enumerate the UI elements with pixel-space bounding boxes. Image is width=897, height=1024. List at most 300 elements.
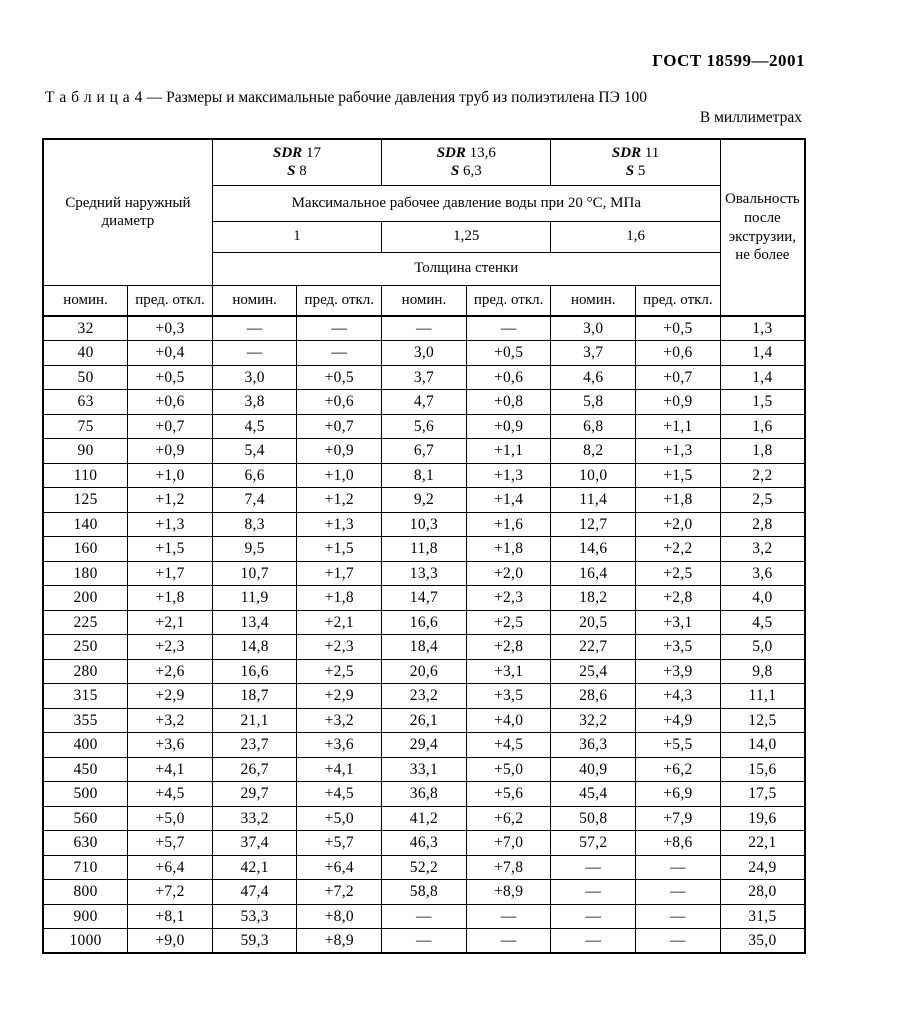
table-cell: 33,1: [382, 757, 467, 782]
table-cell: +0,4: [128, 341, 213, 366]
s-value: 8: [295, 163, 307, 180]
table-row: [43, 414, 805, 439]
table-cell: +2,1: [297, 610, 382, 635]
table-cell: +1,3: [636, 439, 721, 464]
table-cell: +1,8: [297, 586, 382, 611]
table-cell: 57,2: [551, 831, 636, 856]
table-cell: 8,1: [382, 463, 467, 488]
table-cell: 53,3: [212, 904, 297, 929]
table-cell: 59,3: [212, 929, 297, 954]
table-cell: 13,3: [382, 561, 467, 586]
s-label: S: [450, 163, 460, 180]
pressure-header: Максимальное рабочее давление воды при 20 °С, МПа: [212, 185, 720, 221]
table-cell: +3,1: [466, 659, 551, 684]
table-cell: 21,1: [212, 708, 297, 733]
table-cell: +1,3: [128, 512, 213, 537]
table-cell: 1,4: [720, 365, 805, 390]
table-cell: +2,9: [128, 684, 213, 709]
table-cell: +4,3: [636, 684, 721, 709]
table-row: [43, 586, 805, 611]
table-cell: 90: [43, 439, 128, 464]
sdr-label: SDR: [273, 144, 303, 161]
table-cell: +3,1: [636, 610, 721, 635]
table-cell: 3,7: [551, 341, 636, 366]
table-cell: 26,7: [212, 757, 297, 782]
wall-thickness-header: Толщина стенки: [212, 252, 720, 285]
table-row: [43, 439, 805, 464]
table-cell: 22,7: [551, 635, 636, 660]
table-cell: —: [551, 880, 636, 905]
table-cell: +0,3: [128, 316, 213, 341]
table-cell: 15,6: [720, 757, 805, 782]
table-cell: +2,3: [128, 635, 213, 660]
table-cell: 1000: [43, 929, 128, 954]
table-cell: +1,6: [466, 512, 551, 537]
table-row: [43, 390, 805, 415]
table-cell: 315: [43, 684, 128, 709]
table-row: [43, 831, 805, 856]
table-cell: 9,2: [382, 488, 467, 513]
table-cell: 10,3: [382, 512, 467, 537]
table-row: [43, 904, 805, 929]
s-value: 5: [634, 163, 646, 180]
table-cell: 14,7: [382, 586, 467, 611]
table-cell: +3,5: [636, 635, 721, 660]
table-cell: 280: [43, 659, 128, 684]
table-cell: +0,9: [466, 414, 551, 439]
table-cell: 355: [43, 708, 128, 733]
table-cell: 28,6: [551, 684, 636, 709]
table-cell: +0,8: [466, 390, 551, 415]
table-cell: +1,8: [466, 537, 551, 562]
table-body: [43, 316, 805, 953]
table-cell: +0,6: [636, 341, 721, 366]
table-cell: +1,1: [466, 439, 551, 464]
table-cell: +1,5: [297, 537, 382, 562]
table-cell: 18,4: [382, 635, 467, 660]
diameter-group-header: Средний наружный диаметр: [43, 139, 212, 285]
table-cell: +4,1: [297, 757, 382, 782]
table-row: [43, 684, 805, 709]
table-cell: 36,8: [382, 782, 467, 807]
table-cell: —: [551, 929, 636, 954]
table-cell: 2,2: [720, 463, 805, 488]
table-row: [43, 635, 805, 660]
table-cell: 58,8: [382, 880, 467, 905]
table-cell: —: [636, 880, 721, 905]
table-cell: 180: [43, 561, 128, 586]
table-cell: 14,0: [720, 733, 805, 758]
table-cell: +2,5: [636, 561, 721, 586]
table-cell: +3,2: [128, 708, 213, 733]
table-cell: +4,1: [128, 757, 213, 782]
table-row: [43, 316, 805, 341]
s-value: 6,3: [459, 163, 482, 180]
table-cell: 25,4: [551, 659, 636, 684]
table-cell: +6,2: [466, 806, 551, 831]
table-cell: 1,5: [720, 390, 805, 415]
table-cell: 3,0: [551, 316, 636, 341]
table-caption-label: Т а б л и ц а 4: [45, 89, 143, 106]
table-cell: 11,8: [382, 537, 467, 562]
table-cell: 4,0: [720, 586, 805, 611]
table-cell: 250: [43, 635, 128, 660]
table-cell: 28,0: [720, 880, 805, 905]
table-cell: 3,0: [382, 341, 467, 366]
table-cell: 14,6: [551, 537, 636, 562]
table-cell: +7,2: [128, 880, 213, 905]
table-cell: 110: [43, 463, 128, 488]
table-row: [43, 512, 805, 537]
pressure-value-sdr13: 1,25: [382, 221, 551, 252]
table-cell: +8,6: [636, 831, 721, 856]
table-cell: 630: [43, 831, 128, 856]
table-cell: 8,2: [551, 439, 636, 464]
table-cell: +2,3: [297, 635, 382, 660]
table-cell: 125: [43, 488, 128, 513]
table-cell: +1,8: [636, 488, 721, 513]
table-cell: +0,5: [466, 341, 551, 366]
table-cell: 800: [43, 880, 128, 905]
table-cell: 32,2: [551, 708, 636, 733]
table-cell: 23,7: [212, 733, 297, 758]
table-cell: +7,8: [466, 855, 551, 880]
table-cell: 37,4: [212, 831, 297, 856]
subheader-tolerance: пред. откл.: [466, 285, 551, 316]
table-cell: 5,4: [212, 439, 297, 464]
table-cell: 710: [43, 855, 128, 880]
table-cell: 13,4: [212, 610, 297, 635]
table-cell: 17,5: [720, 782, 805, 807]
table-cell: 7,4: [212, 488, 297, 513]
subheader-tolerance: пред. откл.: [297, 285, 382, 316]
table-cell: +0,6: [297, 390, 382, 415]
table-cell: +2,8: [466, 635, 551, 660]
table-cell: +2,9: [297, 684, 382, 709]
table-cell: 11,4: [551, 488, 636, 513]
table-cell: —: [636, 929, 721, 954]
table-cell: 140: [43, 512, 128, 537]
table-cell: 20,6: [382, 659, 467, 684]
table-cell: —: [212, 341, 297, 366]
pipe-dimensions-table: [42, 138, 806, 954]
table-cell: 4,7: [382, 390, 467, 415]
table-cell: +1,7: [128, 561, 213, 586]
table-cell: +0,6: [128, 390, 213, 415]
table-cell: —: [466, 904, 551, 929]
table-cell: 52,2: [382, 855, 467, 880]
table-row: [43, 561, 805, 586]
table-cell: +2,5: [297, 659, 382, 684]
header-row-sdr: [43, 139, 805, 185]
table-cell: 6,7: [382, 439, 467, 464]
table-row: [43, 365, 805, 390]
table-cell: +1,2: [297, 488, 382, 513]
table-cell: 35,0: [720, 929, 805, 954]
table-cell: +3,9: [636, 659, 721, 684]
table-cell: +1,4: [466, 488, 551, 513]
table-cell: +0,7: [297, 414, 382, 439]
table-cell: +8,9: [297, 929, 382, 954]
subheader-nominal: номин.: [43, 285, 128, 316]
table-cell: +0,5: [128, 365, 213, 390]
table-cell: 29,4: [382, 733, 467, 758]
subheader-nominal: номин.: [212, 285, 297, 316]
subheader-nominal: номин.: [382, 285, 467, 316]
table-cell: 1,6: [720, 414, 805, 439]
header-row-subheaders: [43, 285, 805, 316]
table-cell: +5,0: [466, 757, 551, 782]
table-cell: —: [551, 855, 636, 880]
table-cell: —: [466, 316, 551, 341]
table-cell: +5,6: [466, 782, 551, 807]
table-cell: +8,0: [297, 904, 382, 929]
table-cell: +4,0: [466, 708, 551, 733]
table-cell: 33,2: [212, 806, 297, 831]
table-cell: 26,1: [382, 708, 467, 733]
table-cell: +8,1: [128, 904, 213, 929]
table-row: [43, 880, 805, 905]
table-cell: 19,6: [720, 806, 805, 831]
table-cell: 20,5: [551, 610, 636, 635]
table-cell: 46,3: [382, 831, 467, 856]
table-row: [43, 757, 805, 782]
table-cell: 3,7: [382, 365, 467, 390]
table-cell: 8,3: [212, 512, 297, 537]
table-cell: 3,8: [212, 390, 297, 415]
table-cell: 16,4: [551, 561, 636, 586]
table-cell: +2,2: [636, 537, 721, 562]
sdr-label: SDR: [436, 144, 466, 161]
pressure-value-sdr11: 1,6: [551, 221, 720, 252]
table-cell: 160: [43, 537, 128, 562]
table-row: [43, 488, 805, 513]
table-cell: —: [382, 904, 467, 929]
table-cell: +0,5: [636, 316, 721, 341]
sdr-label: SDR: [611, 144, 642, 161]
table-cell: 23,2: [382, 684, 467, 709]
ovality-header: Овальность после экструзии, не более: [720, 139, 805, 316]
table-cell: 50,8: [551, 806, 636, 831]
table-row: [43, 463, 805, 488]
table-cell: +4,5: [128, 782, 213, 807]
table-cell: +0,9: [128, 439, 213, 464]
table-cell: 9,8: [720, 659, 805, 684]
table-cell: +7,9: [636, 806, 721, 831]
table-row: [43, 733, 805, 758]
table-cell: 16,6: [382, 610, 467, 635]
table-cell: 11,1: [720, 684, 805, 709]
table-cell: +2,8: [636, 586, 721, 611]
table-cell: —: [551, 904, 636, 929]
table-cell: +7,0: [466, 831, 551, 856]
table-cell: —: [636, 904, 721, 929]
table-cell: 500: [43, 782, 128, 807]
table-cell: +1,0: [297, 463, 382, 488]
table-cell: +0,9: [297, 439, 382, 464]
subheader-nominal: номин.: [551, 285, 636, 316]
table-cell: 3,2: [720, 537, 805, 562]
table-cell: 50: [43, 365, 128, 390]
sdr-value: 13,6: [465, 144, 496, 161]
table-cell: 12,7: [551, 512, 636, 537]
table-cell: 36,3: [551, 733, 636, 758]
table-cell: +1,0: [128, 463, 213, 488]
table-cell: 45,4: [551, 782, 636, 807]
table-cell: 18,2: [551, 586, 636, 611]
table-cell: +1,7: [297, 561, 382, 586]
s-label: S: [625, 163, 635, 180]
s-label: S: [287, 163, 296, 180]
table-cell: 5,0: [720, 635, 805, 660]
table-cell: 6,8: [551, 414, 636, 439]
table-cell: +2,3: [466, 586, 551, 611]
table-cell: —: [636, 855, 721, 880]
table-row: [43, 855, 805, 880]
table-cell: +0,6: [466, 365, 551, 390]
units-note: В миллиметрах: [699, 109, 802, 126]
table-cell: +0,5: [297, 365, 382, 390]
table-cell: 4,6: [551, 365, 636, 390]
table-cell: +1,5: [636, 463, 721, 488]
table-cell: —: [212, 316, 297, 341]
table-cell: 41,2: [382, 806, 467, 831]
table-cell: +4,5: [466, 733, 551, 758]
table-cell: 2,8: [720, 512, 805, 537]
table-cell: 42,1: [212, 855, 297, 880]
table-cell: +7,2: [297, 880, 382, 905]
table-cell: 29,7: [212, 782, 297, 807]
table-cell: 10,0: [551, 463, 636, 488]
table-cell: +4,9: [636, 708, 721, 733]
table-cell: 32: [43, 316, 128, 341]
table-cell: +6,9: [636, 782, 721, 807]
table-row: [43, 806, 805, 831]
table-cell: —: [297, 341, 382, 366]
table-cell: 3,6: [720, 561, 805, 586]
table-cell: 10,7: [212, 561, 297, 586]
table-cell: +3,6: [128, 733, 213, 758]
table-cell: 6,6: [212, 463, 297, 488]
table-cell: 47,4: [212, 880, 297, 905]
table-cell: 12,5: [720, 708, 805, 733]
table-cell: +6,4: [297, 855, 382, 880]
table-cell: +1,5: [128, 537, 213, 562]
table-cell: —: [297, 316, 382, 341]
table-cell: +5,7: [297, 831, 382, 856]
table-cell: +5,5: [636, 733, 721, 758]
table-cell: +6,4: [128, 855, 213, 880]
table-cell: +2,6: [128, 659, 213, 684]
table-cell: +5,7: [128, 831, 213, 856]
table-cell: 31,5: [720, 904, 805, 929]
table-cell: +0,9: [636, 390, 721, 415]
table-cell: +5,0: [128, 806, 213, 831]
table-cell: +4,5: [297, 782, 382, 807]
table-cell: —: [382, 929, 467, 954]
table-cell: +2,1: [128, 610, 213, 635]
table-cell: +5,0: [297, 806, 382, 831]
table-cell: —: [466, 929, 551, 954]
table-cell: +9,0: [128, 929, 213, 954]
table-row: [43, 659, 805, 684]
table-caption: [45, 89, 647, 107]
sdr-value: 17: [302, 144, 321, 161]
table-cell: 24,9: [720, 855, 805, 880]
table-cell: 1,4: [720, 341, 805, 366]
table-cell: +1,2: [128, 488, 213, 513]
table-cell: 200: [43, 586, 128, 611]
table-cell: +1,3: [466, 463, 551, 488]
table-cell: 4,5: [720, 610, 805, 635]
table-cell: 75: [43, 414, 128, 439]
table-cell: +3,2: [297, 708, 382, 733]
table-row: [43, 537, 805, 562]
table-cell: 9,5: [212, 537, 297, 562]
table-row: [43, 929, 805, 954]
sdr13-header: [382, 139, 551, 185]
table-cell: 22,1: [720, 831, 805, 856]
subheader-tolerance: пред. откл.: [636, 285, 721, 316]
table-cell: 400: [43, 733, 128, 758]
table-cell: +2,0: [636, 512, 721, 537]
table-cell: 11,9: [212, 586, 297, 611]
table-cell: +1,8: [128, 586, 213, 611]
sdr11-header: [551, 139, 720, 185]
table-cell: 560: [43, 806, 128, 831]
pressure-value-sdr17: 1: [212, 221, 381, 252]
table-cell: +0,7: [128, 414, 213, 439]
table-cell: 40: [43, 341, 128, 366]
table-row: [43, 610, 805, 635]
table-cell: 40,9: [551, 757, 636, 782]
table-cell: 1,8: [720, 439, 805, 464]
table-cell: +3,5: [466, 684, 551, 709]
table-cell: 2,5: [720, 488, 805, 513]
table-cell: 5,8: [551, 390, 636, 415]
table-cell: 900: [43, 904, 128, 929]
sdr17-header: [212, 139, 381, 185]
table-cell: +3,6: [297, 733, 382, 758]
table-cell: +2,0: [466, 561, 551, 586]
table-cell: +1,1: [636, 414, 721, 439]
table-cell: 18,7: [212, 684, 297, 709]
table-cell: 3,0: [212, 365, 297, 390]
sdr-value: 11: [641, 144, 660, 161]
table-cell: +1,3: [297, 512, 382, 537]
table-cell: —: [382, 316, 467, 341]
table-cell: 63: [43, 390, 128, 415]
table-cell: 4,5: [212, 414, 297, 439]
subheader-tolerance: пред. откл.: [128, 285, 213, 316]
table-row: [43, 341, 805, 366]
table-row: [43, 708, 805, 733]
table-cell: 14,8: [212, 635, 297, 660]
table-cell: 16,6: [212, 659, 297, 684]
table-caption-text: — Размеры и максимальные рабочие давления труб из полиэтилена ПЭ 100: [142, 89, 647, 106]
table-cell: 5,6: [382, 414, 467, 439]
table-cell: 225: [43, 610, 128, 635]
table-row: [43, 782, 805, 807]
table-cell: 450: [43, 757, 128, 782]
table-cell: +8,9: [466, 880, 551, 905]
table-cell: +0,7: [636, 365, 721, 390]
document-number: ГОСТ 18599—2001: [652, 51, 805, 70]
table-header: [43, 139, 805, 316]
table-cell: +2,5: [466, 610, 551, 635]
table-cell: 1,3: [720, 316, 805, 341]
table-cell: +6,2: [636, 757, 721, 782]
